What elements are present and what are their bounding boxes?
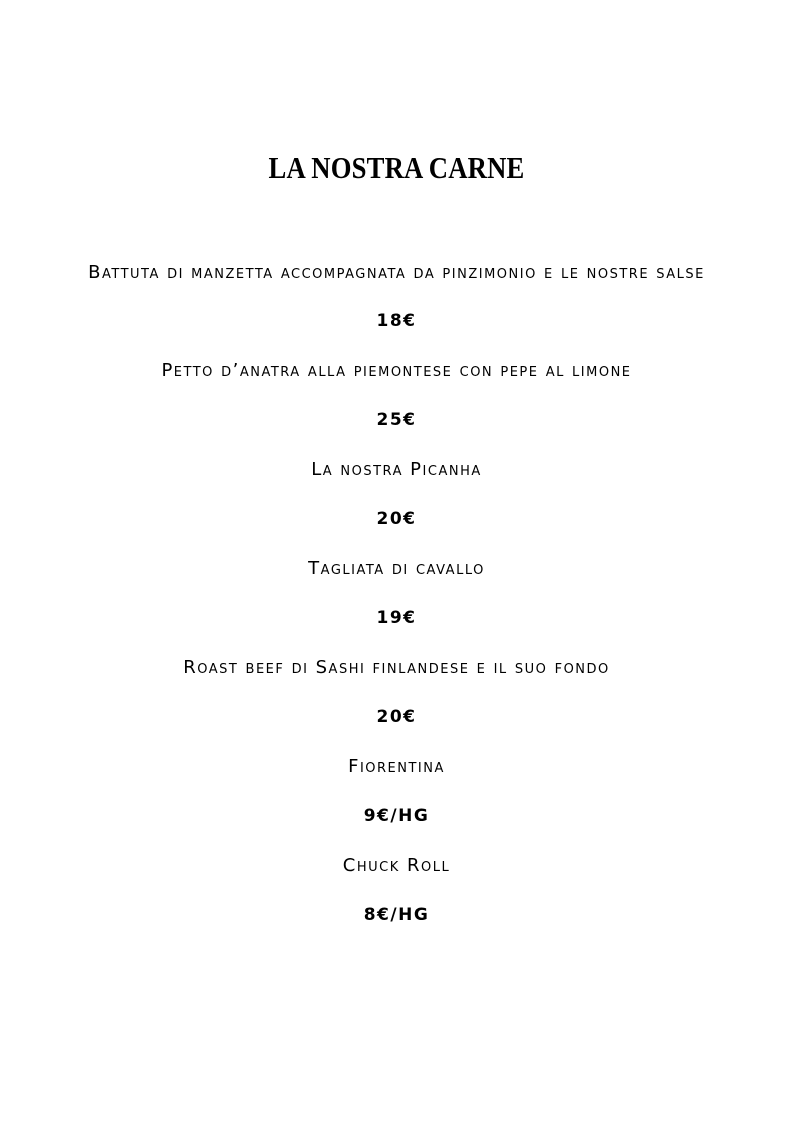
dish-price: 20€ [376, 509, 417, 529]
dish-price: 8€/HG [363, 905, 430, 925]
dish-name: Petto d’anatra alla piemontese con pepe al limone [161, 360, 632, 381]
dish-price: 18€ [376, 311, 417, 331]
dish-name: La nostra Picanha [311, 459, 482, 480]
menu-item [0, 752, 793, 826]
menu-item [0, 258, 793, 331]
dish-name: Chuck Roll [342, 855, 451, 876]
menu-item [0, 554, 793, 628]
menu-item [0, 851, 793, 925]
dish-price: 9€/HG [363, 806, 430, 826]
dish-name: Tagliata di cavallo [308, 558, 485, 579]
menu-item [0, 653, 793, 727]
dish-name: Battuta di manzetta accompagnata da pinzimonio e le nostre salse [88, 262, 705, 283]
dish-price: 19€ [376, 608, 417, 628]
dish-name: Fiorentina [348, 756, 445, 777]
dish-price: 20€ [376, 707, 417, 727]
menu-item [0, 356, 793, 430]
page-title: LA NOSTRA CARNE [268, 150, 525, 185]
menu-list [0, 258, 793, 950]
dish-name: Roast beef di Sashi finlandese e il suo fondo [183, 657, 610, 678]
menu-item [0, 455, 793, 529]
dish-price: 25€ [376, 410, 417, 430]
